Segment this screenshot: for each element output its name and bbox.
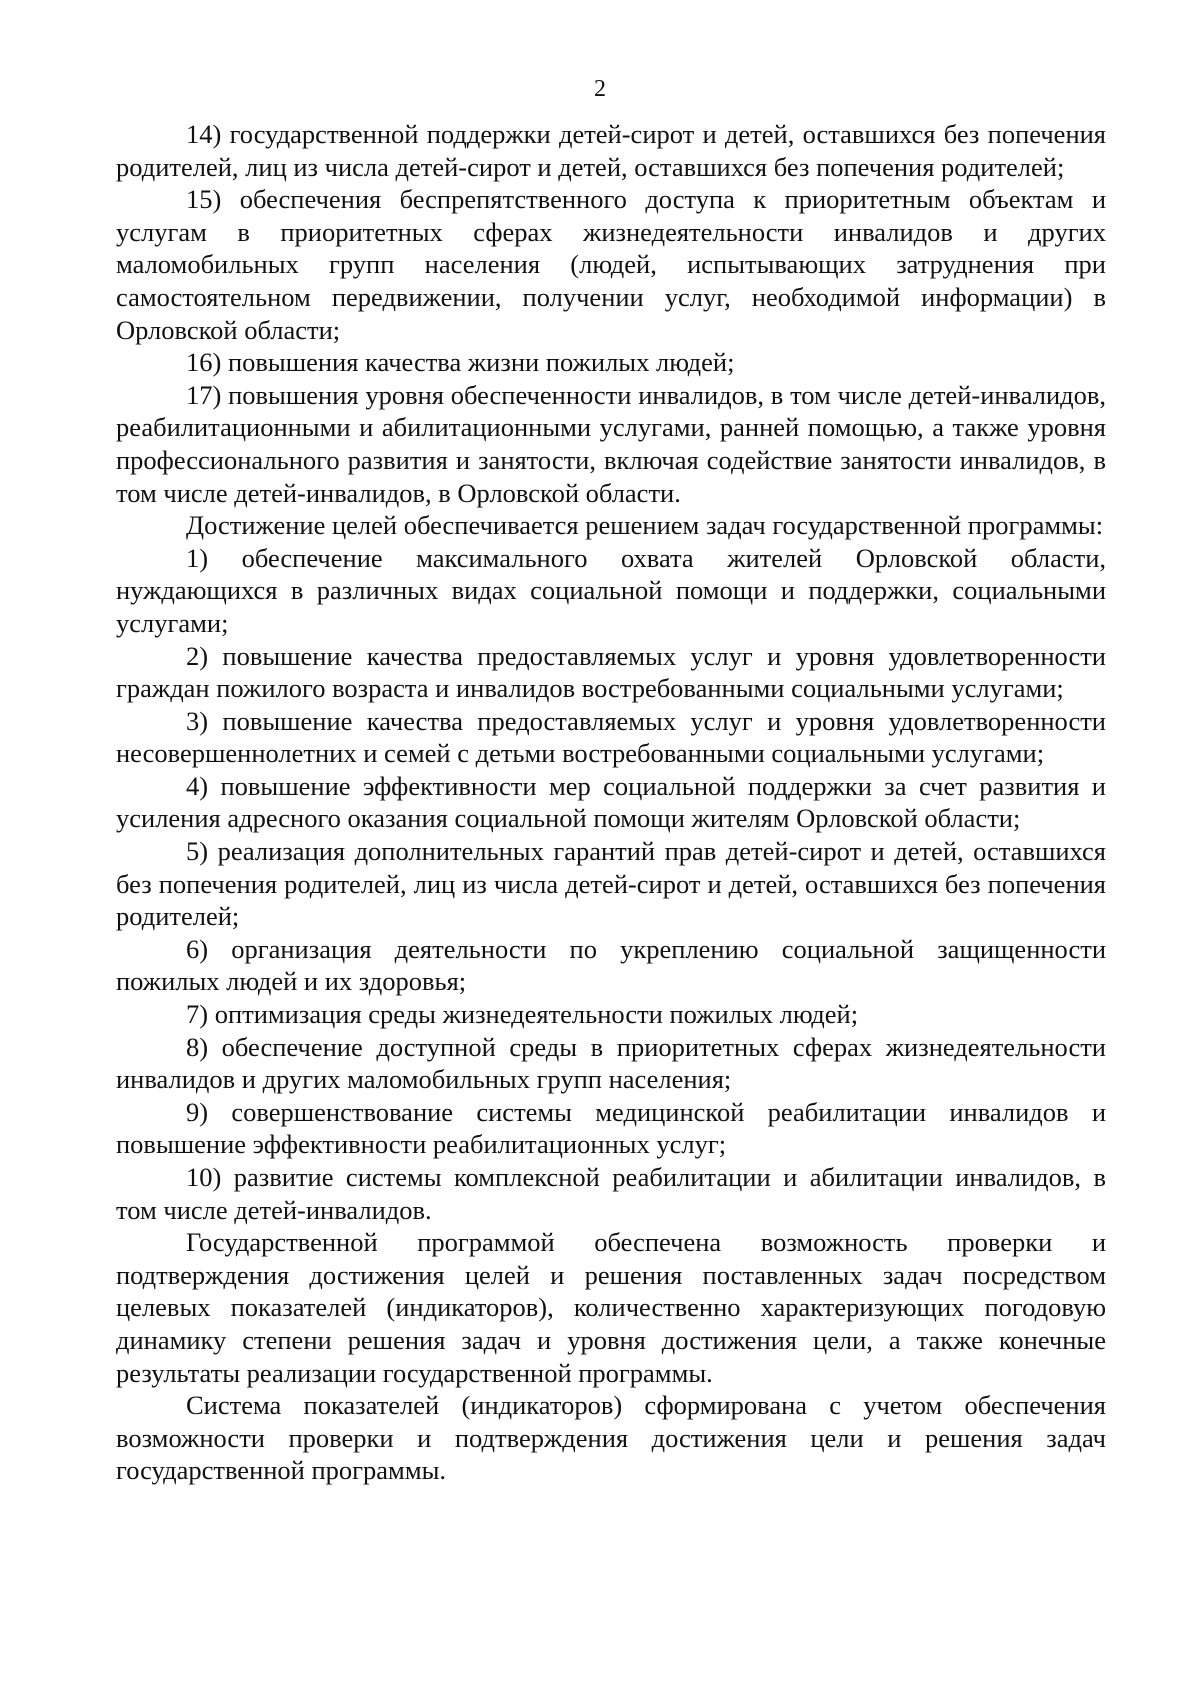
- paragraph-task-1: 1) обеспечение максимального охвата жителей Орловской области, нуждающихся в различных видах социальной помощи и поддержки, социальными услугами;: [116, 542, 1106, 638]
- paragraph-task-9: 9) совершенствование системы медицинской реабилитации инвалидов и повышение эффективности реабилитационных услуг;: [116, 1096, 1106, 1160]
- paragraph-task-4: 4) повышение эффективности мер социальной поддержки за счет развития и усиления адресного оказания социальной помощи жителям Орловской области;: [116, 770, 1106, 834]
- paragraph-indicator-system: Система показателей (индикаторов) сформирована с учетом обеспечения возможности проверки и подтверждения достижения цели и решения задач государственной программы.: [116, 1390, 1106, 1486]
- paragraph-item-14: 14) государственной поддержки детей-сирот и детей, оставшихся без попечения родителей, лиц из числа детей-сирот и детей, оставшихся без попечения родителей;: [116, 119, 1106, 182]
- paragraph-goals-intro: Достижение целей обеспечивается решением задач государственной программы:: [186, 510, 1104, 541]
- document-body: [116, 118, 1106, 1487]
- paragraph-item-16: 16) повышения качества жизни пожилых людей;: [186, 347, 735, 378]
- paragraph-task-8: 8) обеспечение доступной среды в приоритетных сферах жизнедеятельности инвалидов и других маломобильных групп населения;: [116, 1031, 1106, 1095]
- paragraph-task-10: 10) развитие системы комплексной реабилитации и абилитации инвалидов, в том числе детей-инвалидов.: [116, 1162, 1106, 1225]
- paragraph-indicators: Государственной программой обеспечена возможность проверки и подтверждения достижения целей и решения поставленных задач посредством целевых показателей (индикаторов), количественно характеризующих погодовую динамику степени решения задач и уровня достижения цели, а также конечные результаты реализации государственной программы.: [116, 1227, 1106, 1388]
- page-number: 2: [594, 76, 606, 102]
- paragraph-task-7: 7) оптимизация среды жизнедеятельности пожилых людей;: [186, 999, 859, 1030]
- paragraph-item-15: 15) обеспечения беспрепятственного доступа к приоритетным объектам и услугам в приоритетных сферах жизнедеятельности инвалидов и других маломобильных групп населения (людей, испытывающих затруднения при самостоятельном передвижении, получении услуг, необходимой информации) в Орловской области;: [116, 184, 1106, 345]
- paragraph-task-5: 5) реализация дополнительных гарантий прав детей-сирот и детей, оставшихся без попечения родителей, лиц из числа детей-сирот и детей, оставшихся без попечения родителей;: [116, 836, 1106, 932]
- paragraph-task-3: 3) повышение качества предоставляемых услуг и уровня удовлетворенности несовершеннолетних и семей с детьми востребованными социальными услугами;: [116, 705, 1106, 769]
- paragraph-task-6: 6) организация деятельности по укреплению социальной защищенности пожилых людей и их здоровья;: [116, 933, 1106, 997]
- paragraph-item-17: 17) повышения уровня обеспеченности инвалидов, в том числе детей-инвалидов, реабилитационными и абилитационными услугами, ранней помощью, а также уровня профессионального развития и занятости, включая содействие занятости инвалидов, в том числе детей-инвалидов, в Орловской области.: [116, 379, 1106, 508]
- paragraph-task-2: 2) повышение качества предоставляемых услуг и уровня удовлетворенности граждан пожилого возраста и инвалидов востребованными социальными услугами;: [116, 640, 1106, 704]
